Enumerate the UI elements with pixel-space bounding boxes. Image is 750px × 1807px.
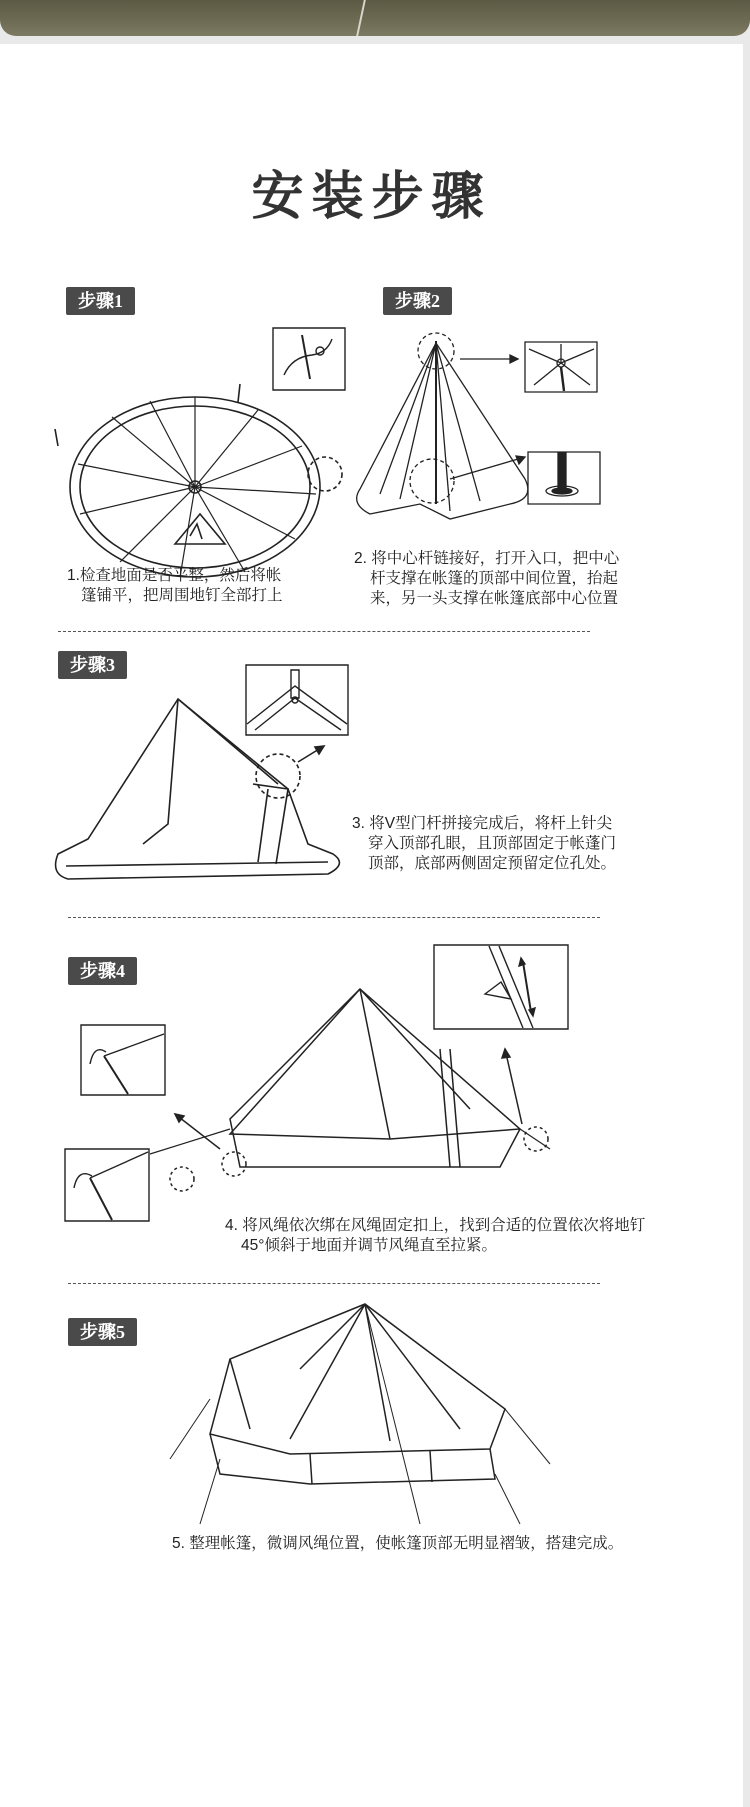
caption-line: 45°倾斜于地面并调节风绳直至拉紧。 bbox=[241, 1237, 497, 1254]
caption-line: 杆支撑在帐篷的顶部中间位置，抬起 bbox=[370, 570, 619, 587]
caption-line: 顶部，底部两侧固定预留定位孔处。 bbox=[368, 855, 617, 872]
caption-line: 2. 将中心杆链接好，打开入口，把中心 bbox=[354, 550, 620, 567]
pole-top-detail-box bbox=[524, 341, 598, 393]
step-1-caption bbox=[67, 566, 283, 606]
stake-rope-detail-box bbox=[64, 1148, 150, 1222]
caption-line: 篷铺平，把周围地钉全部打上 bbox=[81, 587, 283, 604]
caption-line: 来，另一头支撑在帐篷底部中心位置 bbox=[370, 590, 619, 607]
step-4-caption bbox=[225, 1216, 645, 1256]
guy-ring-detail-box bbox=[433, 944, 569, 1030]
step-2-badge: 步骤2 bbox=[383, 287, 452, 315]
step-3-caption bbox=[352, 814, 616, 874]
stake-rope-detail-box bbox=[80, 1024, 166, 1096]
pole-base-detail-box bbox=[527, 451, 601, 505]
instruction-panel bbox=[0, 44, 743, 1807]
step-2-caption bbox=[354, 549, 619, 609]
step-5-caption bbox=[172, 1534, 623, 1554]
step-1-badge: 步骤1 bbox=[66, 287, 135, 315]
caption-line: 3. 将V型门杆拼接完成后，将杆上针尖 bbox=[352, 815, 613, 832]
step-5-badge: 步骤5 bbox=[68, 1318, 137, 1346]
top-photo-strip bbox=[0, 0, 750, 36]
section-divider bbox=[58, 631, 590, 632]
page-title: 安装步骤 bbox=[251, 169, 492, 226]
step-3-badge: 步骤3 bbox=[58, 651, 127, 679]
caption-line: 穿入顶部孔眼，且顶部固定于帐蓬门 bbox=[368, 835, 617, 852]
finished-bell-tent-illustration bbox=[160, 1299, 560, 1524]
section-divider bbox=[68, 1283, 600, 1284]
section-divider bbox=[68, 917, 600, 918]
door-top-detail-box bbox=[245, 664, 349, 736]
caption-line: 1.检查地面是否平整，然后将帐 bbox=[67, 567, 282, 584]
stake-detail-box bbox=[272, 327, 346, 391]
caption-line: 5. 整理帐篷，微调风绳位置，使帐篷顶部无明显褶皱，搭建完成。 bbox=[172, 1535, 624, 1552]
caption-line: 4. 将风绳依次绑在风绳固定扣上，找到合适的位置依次将地钉 bbox=[225, 1217, 646, 1234]
step-4-badge: 步骤4 bbox=[68, 957, 137, 985]
